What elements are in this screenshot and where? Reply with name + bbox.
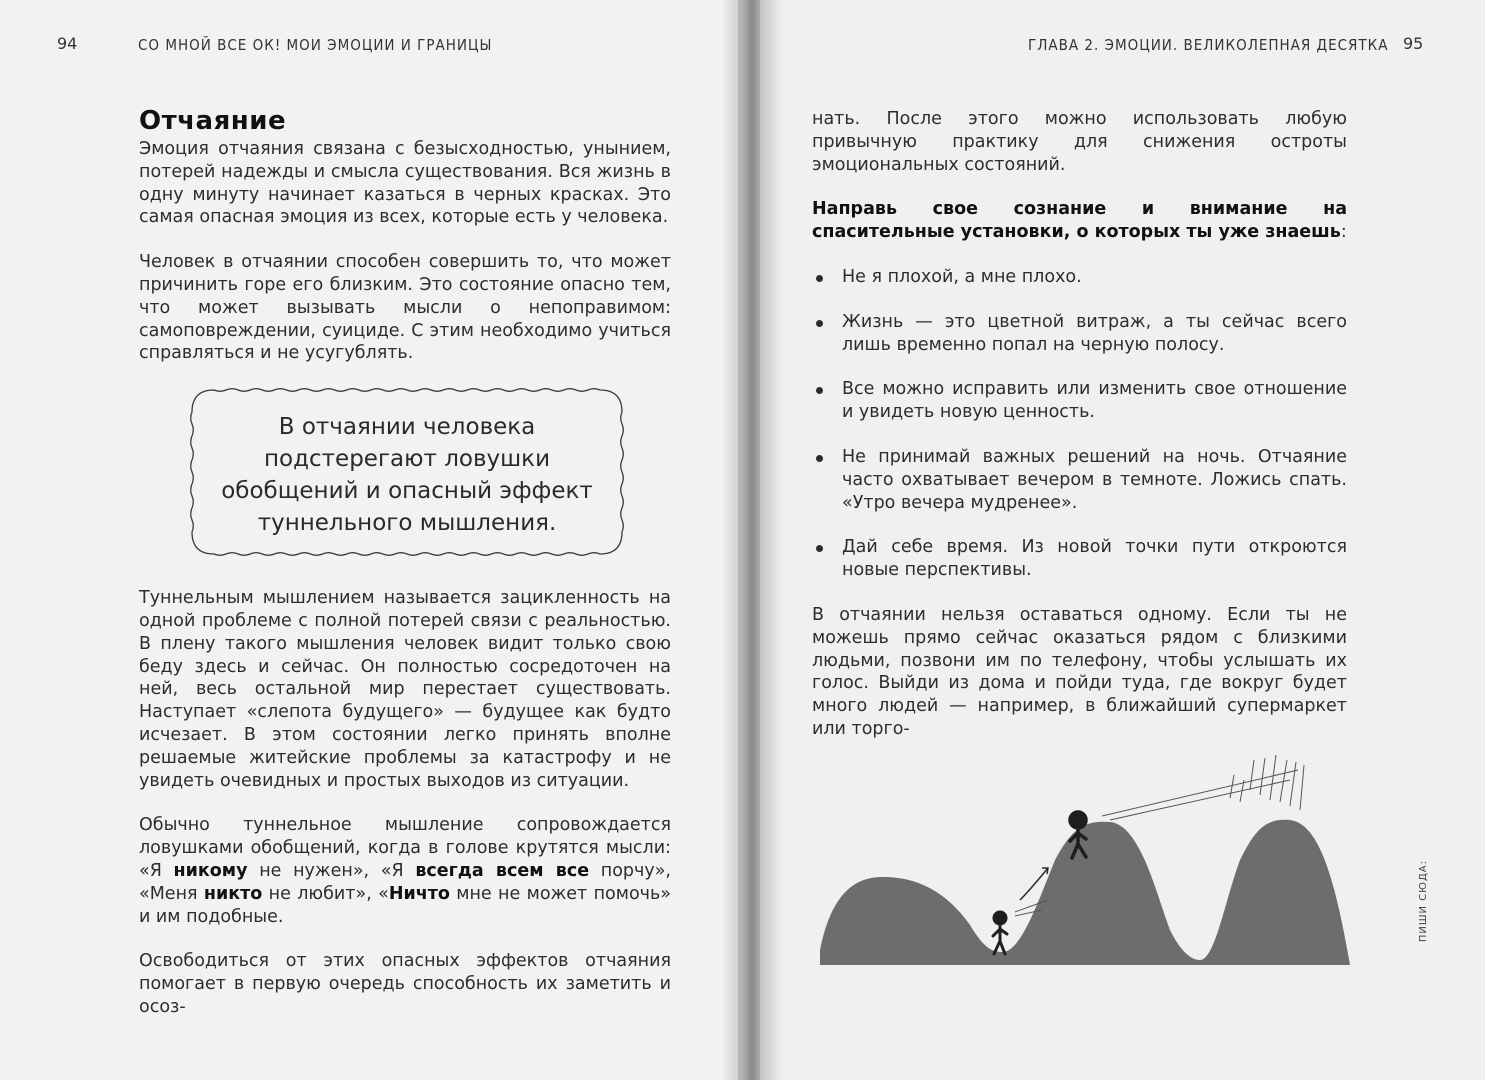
left-column <box>139 106 671 1041</box>
paragraph: Человек в отчаянии способен совершить то, что может причинить горе его близким. Это состояние опасно тем, что может вызывать мысли о непоправимом: самоповреждении, суициде. С этим необходимо учиться справляться и не усугублять. <box>139 252 671 364</box>
list-item: Не я плохой, а мне плохо. <box>812 266 1347 289</box>
list-item: Жизнь — это цветной витраж, а ты сейчас всего лишь временно попал на черную полосу. <box>812 311 1347 357</box>
paragraph-generalization-traps: Обычно туннельное мышление сопровождается ловушками обобщений, когда в голове крутятся мысли: «Я никому не нужен», «Я всегда всем все порчу», «Меня никто не любит», «Ничто мне не может помочь» и им подобные. <box>139 815 672 927</box>
left-page <box>0 0 738 1080</box>
list-item: Дай себе время. Из новой точки пути откроются новые перспективы. <box>812 536 1347 582</box>
list-item: Не принимай важных решений на ночь. Отчаяние часто охватывает вечером в темноте. Ложись спать. «Утро вечера мудренее». <box>812 446 1347 514</box>
section-title: Отчаяние <box>139 106 287 136</box>
page-number-right: 95 <box>1403 34 1424 53</box>
emphasis: Ничто <box>388 883 450 904</box>
paragraph: Туннельным мышлением называется зацикленность на одной проблеме с полной потерей связи с реальностью. В плену такого мышления человек видит только свою беду здесь и сейчас. Он полностью сосредоточен на ней, весь остальной мир перестает существовать. Наступает «слепота будущего» — будущее как будто исчезает. В этом состоянии легко принять вполне решаемые житейские проблемы за катастрофу и не увидеть очевидных и простых выходов из ситуации. <box>139 588 671 791</box>
hills-shape <box>820 820 1350 965</box>
paragraph: нать. После этого можно использовать любую привычную практику для снижения остроты эмоциональных состояний. <box>812 109 1347 175</box>
callout-box <box>189 387 625 557</box>
paragraph: В отчаянии нельзя оставаться одному. Если ты не можешь прямо сейчас оказаться рядом с близкими людьми, позвони им по телефону, чтобы услышать их голос. Выйди из дома и пойди туда, где вокруг будет много людей — например, в ближайший супермаркет или торго- <box>812 604 1347 739</box>
emphasis: всегда всем все <box>415 860 590 881</box>
callout-text: В отчаянии человека подстерегают ловушки обобщений и опасный эффект туннельного мышления. <box>221 414 593 537</box>
page-number-left: 94 <box>57 34 78 53</box>
paragraph: Эмоция отчаяния связана с безысходностью, унынием, потерей надежды и смысла существования. Вся жизнь в одну минуту начинает казаться в черных красках. Это самая опасная эмоция из всех, которые есть у человека. <box>139 139 671 228</box>
hills-illustration <box>810 740 1360 980</box>
emphasis: никому <box>173 860 248 881</box>
gutter-shadow <box>722 0 782 1080</box>
emphasis: никто <box>203 883 263 904</box>
small-figure <box>993 912 1007 954</box>
running-head-left: СО МНОЙ ВСЕ ОК! МОИ ЭМОЦИИ И ГРАНИЦЫ <box>138 36 493 54</box>
list-item: Все можно исправить или изменить свое отношение и увидеть новую ценность. <box>812 378 1347 424</box>
side-note: ПИШИ СЮДА: <box>1418 860 1429 943</box>
paragraph: Освободиться от этих опасных эффектов отчаяния помогает в первую очередь способность их заметить и осоз- <box>139 951 671 1017</box>
running-head-right: ГЛАВА 2. ЭМОЦИИ. ВЕЛИКОЛЕПНАЯ ДЕСЯТКА <box>1028 36 1389 54</box>
lead-instruction: Направь свое сознание и внимание на спасительные установки, о которых ты уже знаешь: <box>812 199 1347 243</box>
bullet-list <box>812 266 1347 582</box>
right-column <box>812 108 1347 763</box>
